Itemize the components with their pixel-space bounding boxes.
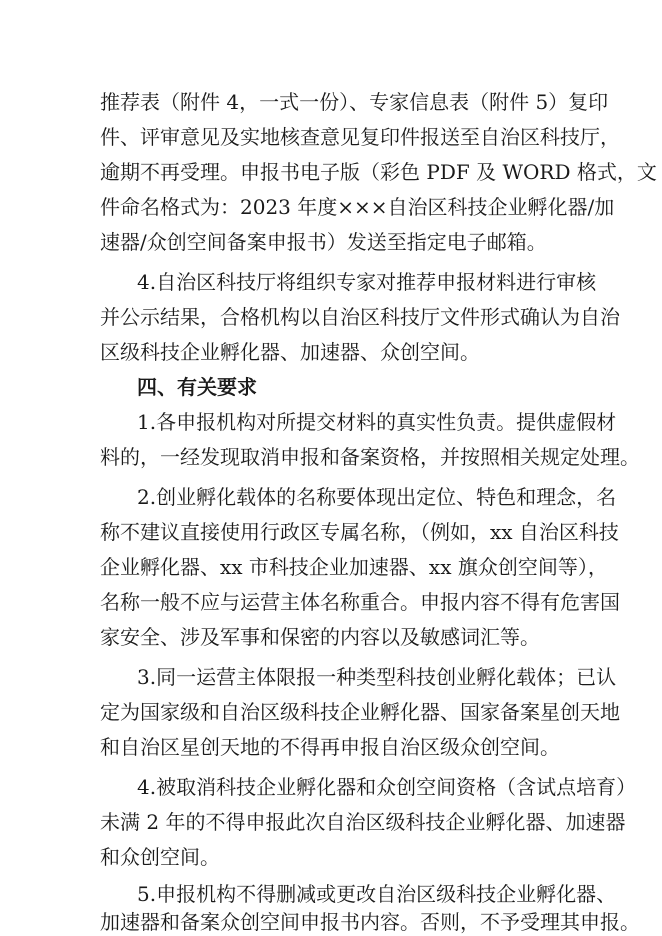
paragraph-start: 4.自治区科技厅将组织专家对推荐申报材料进行审核	[137, 270, 597, 294]
text-line: 称不建议直接使用行政区专属名称，（例如，xx 自治区科技	[100, 520, 619, 544]
text-line: 企业孵化器、xx 市科技企业加速器、xx 旗众创空间等），	[100, 555, 608, 579]
text-line: 名称一般不应与运营主体名称重合。申报内容不得有危害国	[100, 590, 620, 614]
text-line: 和自治区星创天地的不得再申报自治区级众创空间。	[100, 735, 560, 759]
text-line: 件、评审意见及实地核查意见复印件报送至自治区科技厅，	[100, 125, 620, 149]
text-line: 定为国家级和自治区级科技企业孵化器、国家备案星创天地	[100, 700, 620, 724]
text-line: 并公示结果，合格机构以自治区科技厅文件形式确认为自治	[100, 305, 620, 329]
text-line: 区级科技企业孵化器、加速器、众创空间。	[100, 340, 480, 364]
paragraph-start: 4.被取消科技企业孵化器和众创空间资格（含试点培育）	[137, 775, 637, 799]
paragraph-start: 5.申报机构不得删减或更改自治区级科技企业孵化器、	[137, 882, 617, 906]
text-line: 家安全、涉及军事和保密的内容以及敏感词汇等。	[100, 625, 540, 649]
text-line: 加速器和备案众创空间申报书内容。否则，不予受理其申报。	[100, 910, 640, 934]
paragraph-start: 3.同一运营主体限报一种类型科技创业孵化载体；已认	[137, 665, 617, 689]
text-line: 未满 2 年的不得申报此次自治区级科技企业孵化器、加速器	[100, 810, 626, 834]
text-line: 推荐表（附件 4，一式一份）、专家信息表（附件 5）复印	[100, 90, 609, 114]
text-line: 速器/众创空间备案申报书）发送至指定电子邮箱。	[100, 230, 547, 254]
text-line: 逾期不再受理。申报书电子版（彩色 PDF 及 WORD 格式，文	[100, 160, 657, 184]
paragraph-start: 2.创业孵化载体的名称要体现出定位、特色和理念，名	[137, 485, 617, 509]
text-line: 和众创空间。	[100, 845, 220, 869]
text-line: 料的，一经发现取消申报和备案资格，并按照相关规定处理。	[100, 445, 640, 469]
section-heading: 四、有关要求	[137, 375, 257, 399]
paragraph-start: 1.各申报机构对所提交材料的真实性负责。提供虚假材	[137, 410, 617, 434]
text-line: 件命名格式为：2023 年度×××自治区科技企业孵化器/加	[100, 195, 615, 219]
